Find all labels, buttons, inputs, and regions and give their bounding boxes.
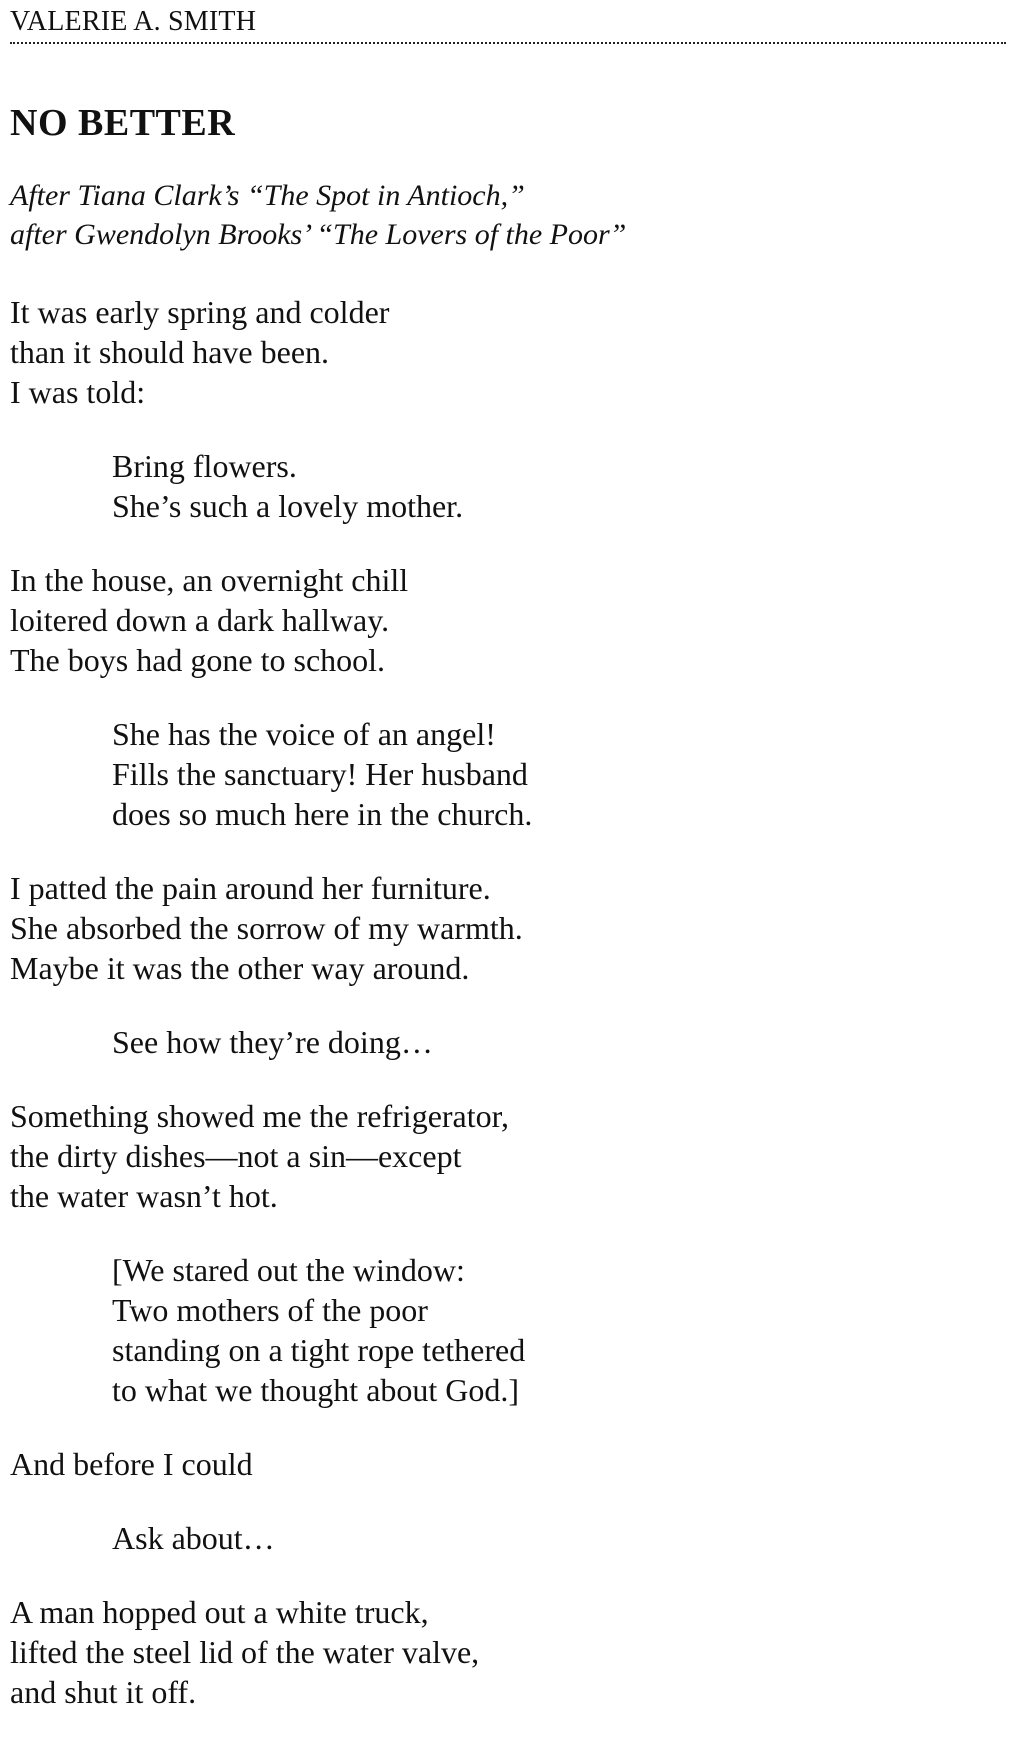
poem-line: Something showed me the refrigerator,	[10, 1098, 510, 1134]
epigraph-line: After Tiana Clark’s “The Spot in Antioch,”	[10, 179, 525, 212]
stanza	[10, 560, 1006, 680]
poem-line: A man hopped out a white truck,	[10, 1594, 429, 1630]
poem-line: [We stared out the window:	[112, 1252, 465, 1288]
stanza	[10, 1592, 1006, 1712]
poem-line: standing on a tight rope tethered	[112, 1332, 526, 1368]
indented-stanza	[10, 1518, 1006, 1558]
poem-title: NO BETTER	[10, 102, 236, 144]
indented-stanza	[10, 446, 1006, 526]
stanza	[10, 868, 1006, 988]
poem-line: Fills the sanctuary! Her husband	[112, 756, 528, 792]
running-header-author: VALERIE A. SMITH	[10, 6, 257, 37]
poem-line: Ask about…	[112, 1520, 275, 1556]
poem-line: She’s such a lovely mother.	[112, 488, 464, 524]
poem-line: In the house, an overnight chill	[10, 562, 409, 598]
poem-line: Two mothers of the poor	[112, 1292, 428, 1328]
indented-stanza	[10, 1250, 1006, 1410]
poem-line: than it should have been.	[10, 334, 330, 370]
header-dotted-rule	[10, 42, 1006, 44]
poem-line: The boys had gone to school.	[10, 642, 386, 678]
poem-line: And before I could	[10, 1446, 253, 1482]
poem-line: She absorbed the sorrow of my warmth.	[10, 910, 523, 946]
poem-line: She has the voice of an angel!	[112, 716, 496, 752]
poem-line: Maybe it was the other way around.	[10, 950, 470, 986]
indented-stanza	[10, 714, 1006, 834]
poem-body	[10, 292, 1006, 1712]
page	[10, 0, 1006, 1746]
poem-line: loitered down a dark hallway.	[10, 602, 390, 638]
indented-stanza	[10, 1022, 1006, 1062]
poem-line: I patted the pain around her furniture.	[10, 870, 491, 906]
poem-line: to what we thought about God.]	[112, 1372, 520, 1408]
poem-line: the water wasn’t hot.	[10, 1178, 278, 1214]
poem-line: It was early spring and colder	[10, 294, 390, 330]
poem-line: does so much here in the church.	[112, 796, 533, 832]
poem-line: the dirty dishes—not a sin—except	[10, 1138, 462, 1174]
epigraph	[10, 176, 1006, 254]
stanza	[10, 292, 1006, 412]
poem-line: I was told:	[10, 374, 146, 410]
poem-line: Bring flowers.	[112, 448, 297, 484]
poem-line: and shut it off.	[10, 1674, 197, 1710]
poem-line: lifted the steel lid of the water valve,	[10, 1634, 480, 1670]
stanza	[10, 1444, 1006, 1484]
epigraph-line: after Gwendolyn Brooks’ “The Lovers of the Poor”	[10, 218, 627, 251]
stanza	[10, 1096, 1006, 1216]
poem-line: See how they’re doing…	[112, 1024, 433, 1060]
